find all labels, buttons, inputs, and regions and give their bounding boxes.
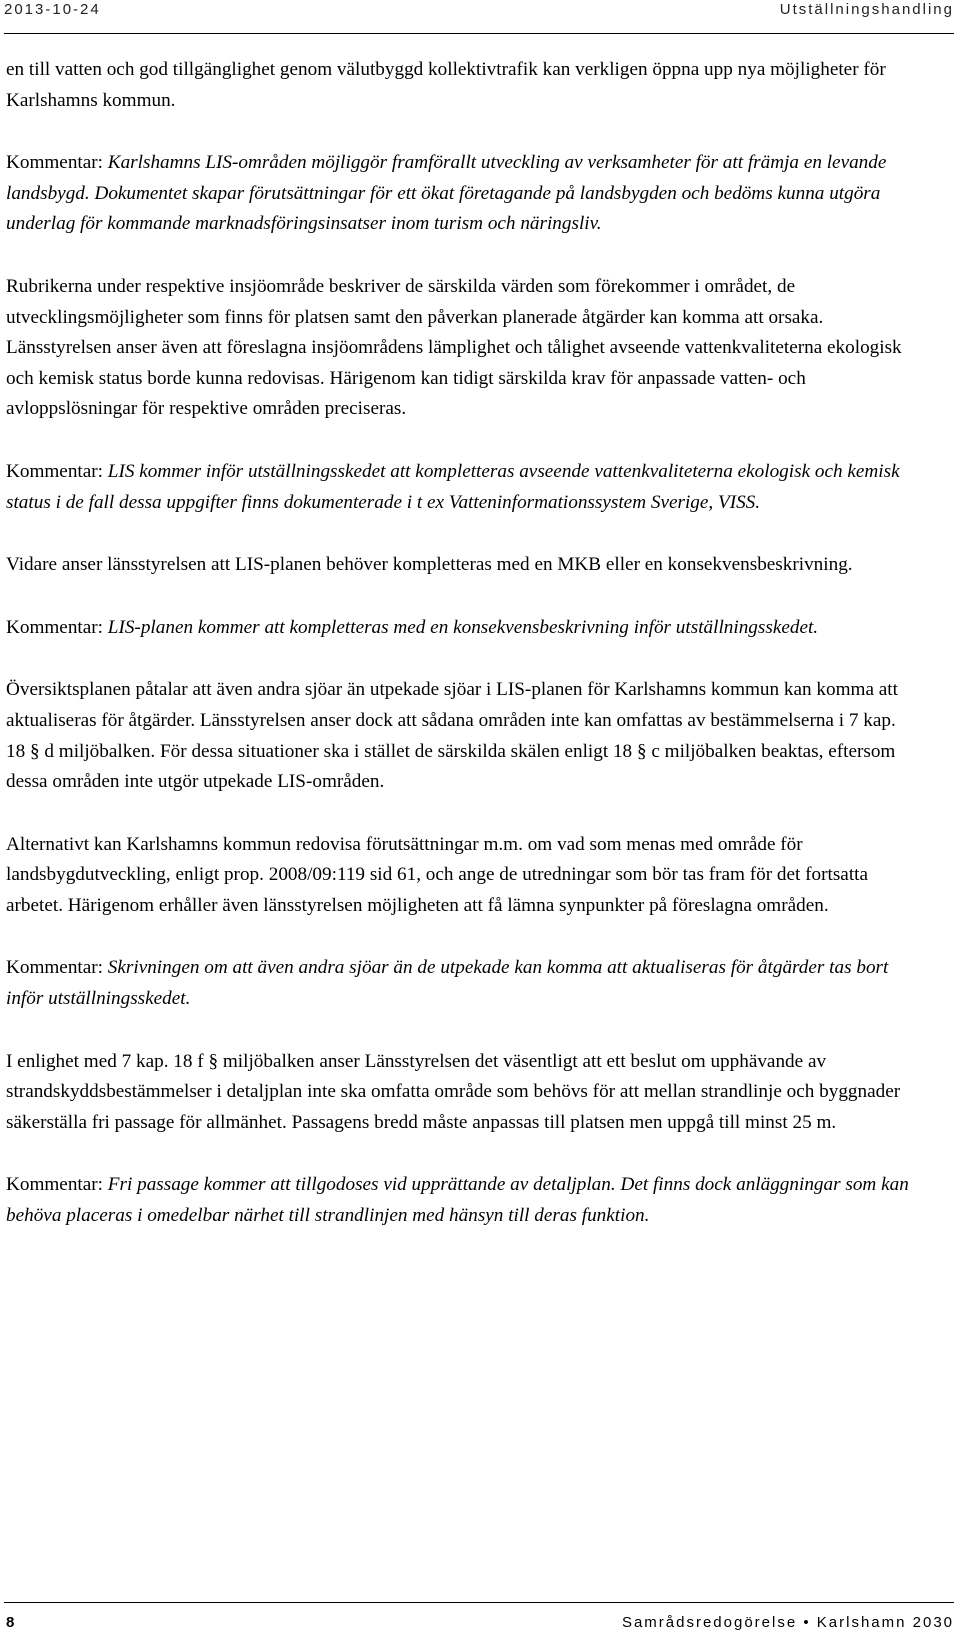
footer-divider	[4, 1602, 954, 1603]
comment-paragraph	[6, 953, 912, 1014]
comment-label: Kommentar:	[6, 1174, 103, 1196]
comment-paragraph	[6, 613, 912, 644]
comment-text: LIS kommer inför utställningsskedet att kompletteras avseende vattenkvaliteterna ekologisk och kemisk status i de fall dessa uppgifter finns dokumenterade i t ex Vatteninformationssystem Sverige, VISS.	[6, 460, 900, 513]
comment-text: Skrivningen om att även andra sjöar än de utpekade kan komma att aktualiseras för åtgärder tas bort inför utställningsskedet.	[6, 957, 889, 1010]
body-paragraph: Översiktsplanen påtalar att även andra sjöar än utpekade sjöar i LIS-planen för Karlshamns kommun kan komma att aktualiseras för åtgärder. Länsstyrelsen anser dock att sådana områden inte kan omfattas av bestämmelserna i 7 kap. 18 § d miljöbalken. För dessa situationer ska i stället de särskilda skälen enligt 18 § c miljöbalken beaktas, eftersom dessa områden inte utgör utpekade LIS-områden.	[6, 679, 898, 793]
comment-text: LIS-planen kommer att kompletteras med en konsekvensbeskrivning inför utställningsskedet.	[102, 616, 819, 638]
comment-text: Fri passage kommer att tillgodoses vid upprättande av detaljplan. Det finns dock anläggningar som kan behöva placeras i omedelbar närhet till strandlinjen med hänsyn till deras funktion.	[6, 1174, 909, 1227]
header-section: Utställningshandling	[779, 1, 954, 18]
comment-paragraph	[6, 148, 912, 240]
comment-label: Kommentar:	[6, 152, 103, 174]
page-number: 8	[6, 1614, 15, 1631]
body-paragraph: I enlighet med 7 kap. 18 f § miljöbalken anser Länsstyrelsen det väsentligt att ett beslut om upphävande av strandskyddsbestämmelser i detaljplan inte ska omfatta område som behövs för att mellan strandlinje och byggnader säkerställa fri passage för allmänhet. Passagens bredd måste anpassas till platsen men uppgå till minst 25 m.	[6, 1050, 901, 1133]
comment-label: Kommentar:	[6, 957, 103, 979]
comment-text: Karlshamns LIS-områden möjliggör framförallt utveckling av verksamheter för att främja en levande landsbygd. Dokumentet skapar förutsättningar för ett ökat företagande på landsbygden och bedöms kunna utgöra underlag för kommande marknadsföringsinsatser inom turism och näringsliv.	[6, 152, 887, 235]
body-paragraph: Alternativt kan Karlshamns kommun redovisa förutsättningar m.m. om vad som menas med område för landsbygdutveckling, enligt prop. 2008/09:119 sid 61, och ange de utredningar som bör tas fram för det fortsatta arbetet. Härigenom erhåller även länsstyrelsen möjligheten att få lämna synpunkter på föreslagna områden.	[6, 833, 869, 916]
header-date: 2013-10-24	[4, 1, 101, 18]
page-footer	[4, 1614, 954, 1640]
paragraph-continuation: en till vatten och god tillgänglighet genom välutbyggd kollektivtrafik kan verkligen öppna upp nya möjligheter för Karlshamns kommun.	[6, 59, 886, 111]
comment-paragraph	[6, 457, 912, 518]
page-header	[4, 0, 954, 30]
body-paragraph: Rubrikerna under respektive insjöområde beskriver de särskilda värden som förekommer i området, de utvecklingsmöjligheter som finns för platsen samt den påverkan planerade åtgärder kan komma att orsaka. Länsstyrelsen anser även att föreslagna insjöområdens lämplighet och tålighet avseende vattenkvaliteterna ekologisk och kemisk status borde kunna redovisas. Härigenom kan tidigt särskilda krav för anpassade vatten- och avloppslösningar för respektive områden preciseras.	[6, 275, 902, 420]
comment-paragraph	[6, 1170, 912, 1231]
footer-document-title: Samrådsredogörelse • Karlshamn 2030	[621, 1614, 954, 1631]
document-body	[6, 55, 912, 1264]
comment-label: Kommentar:	[6, 460, 103, 482]
header-divider	[4, 33, 954, 34]
body-paragraph: Vidare anser länsstyrelsen att LIS-planen behöver kompletteras med en MKB eller en konsekvensbeskrivning.	[6, 554, 853, 576]
comment-label: Kommentar:	[6, 616, 103, 638]
